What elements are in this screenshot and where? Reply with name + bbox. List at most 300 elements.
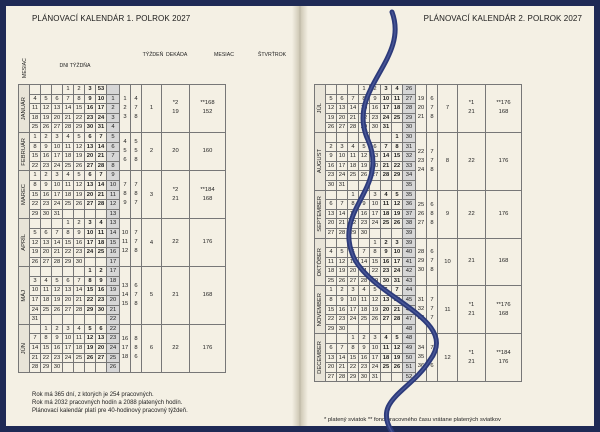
- day-cell: 18: [392, 104, 403, 114]
- month-work-hours: **168 152: [190, 85, 226, 133]
- week-number: 6: [107, 142, 120, 152]
- week-number: 24: [107, 344, 120, 354]
- week-number: 9: [107, 171, 120, 181]
- week-number: 17: [107, 257, 120, 267]
- day-cell: 4: [359, 286, 370, 296]
- day-cell: [326, 238, 337, 248]
- day-cell: 11: [359, 296, 370, 306]
- day-cell: 9: [359, 200, 370, 210]
- day-cell: 11: [326, 257, 337, 267]
- day-cell: 29: [41, 363, 52, 373]
- day-cell: 12: [74, 180, 85, 190]
- day-cell: 7: [96, 171, 107, 181]
- day-cell: [74, 209, 85, 219]
- day-cell: [30, 219, 41, 229]
- day-cell: 9: [326, 152, 337, 162]
- day-cell: 19: [326, 113, 337, 123]
- day-cell: [359, 132, 370, 142]
- decade-numbers: 25 26 27: [416, 190, 427, 238]
- day-cell: 18: [30, 113, 41, 123]
- day-cell: 1: [41, 324, 52, 334]
- day-cell: 6: [41, 228, 52, 238]
- day-cell: 2: [96, 267, 107, 277]
- day-cell: 28: [381, 171, 392, 181]
- day-cell: 8: [370, 248, 381, 258]
- week-number: 44: [403, 286, 416, 296]
- day-cell: 2: [74, 219, 85, 229]
- day-cell: [392, 372, 403, 382]
- day-cell: 4: [392, 85, 403, 95]
- day-cell: 13: [52, 104, 63, 114]
- day-cell: 20: [63, 296, 74, 306]
- week-number: 34: [403, 171, 416, 181]
- day-cell: 13: [370, 152, 381, 162]
- day-cell: 4: [381, 190, 392, 200]
- decade-work-days: 5 5 8: [131, 132, 142, 170]
- decade-work-days: 7 8 7: [131, 171, 142, 219]
- day-cell: [381, 324, 392, 334]
- header-month-2: MESIAC: [214, 52, 234, 58]
- decade-numbers: 19 20 21: [416, 85, 427, 133]
- day-cell: [74, 267, 85, 277]
- day-cell: 14: [74, 286, 85, 296]
- day-cell: [337, 132, 348, 142]
- day-cell: 16: [337, 305, 348, 315]
- left-page: [6, 6, 298, 426]
- left-calendar-grid: [18, 84, 226, 373]
- week-number: 21: [107, 305, 120, 315]
- day-cell: 21: [63, 113, 74, 123]
- month-work-hours: 168: [486, 238, 522, 286]
- day-cell: 30: [85, 123, 96, 133]
- day-cell: 3: [348, 286, 359, 296]
- decade-numbers: 1 2 3: [120, 85, 131, 133]
- day-cell: 20: [85, 190, 96, 200]
- day-cell: 17: [52, 190, 63, 200]
- day-cell: 6: [85, 171, 96, 181]
- week-row: [315, 334, 522, 344]
- decade-numbers: 31 32 33: [416, 286, 427, 334]
- day-cell: 30: [370, 123, 381, 133]
- day-cell: 24: [30, 305, 41, 315]
- month-work-hours: **184 168: [190, 171, 226, 219]
- day-cell: 24: [381, 113, 392, 123]
- day-cell: 5: [392, 190, 403, 200]
- day-cell: 14: [96, 180, 107, 190]
- day-cell: 18: [74, 344, 85, 354]
- day-cell: 23: [41, 200, 52, 210]
- week-number: 29: [403, 113, 416, 123]
- week-row: [315, 238, 522, 248]
- decade-numbers: 34 35 36: [416, 334, 427, 382]
- day-cell: 26: [74, 200, 85, 210]
- day-cell: 28: [96, 200, 107, 210]
- day-cell: 21: [337, 219, 348, 229]
- day-cell: 13: [337, 104, 348, 114]
- month-name: MAREC: [19, 171, 30, 219]
- day-cell: 10: [63, 334, 74, 344]
- left-page-title: PLÁNOVACÍ KALENDÁR 1. POLROK 2027: [32, 14, 191, 23]
- week-number: 8: [107, 161, 120, 171]
- day-cell: [370, 132, 381, 142]
- month-work-days: 20: [162, 132, 190, 170]
- day-cell: 18: [96, 238, 107, 248]
- week-number: 42: [403, 267, 416, 277]
- day-cell: [52, 315, 63, 325]
- day-cell: 14: [359, 257, 370, 267]
- right-page-title: PLÁNOVACÍ KALENDÁR 2. POLROK 2027: [423, 14, 582, 23]
- day-cell: 4: [63, 171, 74, 181]
- day-cell: 19: [30, 248, 41, 258]
- day-cell: 17: [63, 344, 74, 354]
- day-cell: 6: [96, 324, 107, 334]
- decade-numbers: 10 11 12: [120, 219, 131, 267]
- day-cell: 22: [370, 267, 381, 277]
- day-cell: 2: [337, 286, 348, 296]
- day-cell: 7: [96, 132, 107, 142]
- decade-numbers: 4 5 6: [120, 132, 131, 170]
- day-cell: 23: [359, 363, 370, 373]
- day-cell: 20: [96, 344, 107, 354]
- day-cell: [392, 123, 403, 133]
- day-cell: [30, 85, 41, 95]
- day-cell: 14: [52, 238, 63, 248]
- day-cell: 2: [41, 132, 52, 142]
- day-cell: 12: [30, 238, 41, 248]
- day-cell: 30: [96, 305, 107, 315]
- month-work-days: *2 19: [162, 85, 190, 133]
- day-cell: 15: [359, 104, 370, 114]
- day-cell: 16: [381, 257, 392, 267]
- header-weekdays: DNI TÝŽDŇA: [59, 63, 91, 69]
- day-cell: [52, 219, 63, 229]
- day-cell: 27: [41, 257, 52, 267]
- month-number: 1: [142, 85, 162, 133]
- day-cell: [381, 228, 392, 238]
- day-cell: 29: [348, 372, 359, 382]
- day-cell: 23: [41, 161, 52, 171]
- month-work-days: 22: [458, 132, 486, 190]
- day-cell: 11: [381, 344, 392, 354]
- week-number: 10: [107, 180, 120, 190]
- day-cell: 12: [52, 286, 63, 296]
- day-cell: 8: [74, 94, 85, 104]
- week-number: 16: [107, 248, 120, 258]
- day-cell: [30, 324, 41, 334]
- day-cell: 3: [370, 334, 381, 344]
- day-cell: 12: [359, 152, 370, 162]
- day-cell: 13: [85, 142, 96, 152]
- note-line: Rok má 2032 pracovných hodín a 2088 platených hodín.: [32, 400, 183, 406]
- day-cell: 30: [326, 180, 337, 190]
- day-cell: 25: [30, 123, 41, 133]
- day-cell: 27: [85, 161, 96, 171]
- day-cell: 30: [41, 209, 52, 219]
- day-cell: 16: [359, 353, 370, 363]
- day-cell: 3: [370, 190, 381, 200]
- header-decade: DEKÁDA: [166, 52, 188, 58]
- day-cell: 27: [326, 372, 337, 382]
- day-cell: 18: [359, 305, 370, 315]
- day-cell: 28: [359, 276, 370, 286]
- month-work-days: *1 21: [458, 85, 486, 133]
- day-cell: 21: [337, 363, 348, 373]
- day-cell: 7: [30, 334, 41, 344]
- month-work-days: *1 21: [458, 286, 486, 334]
- day-cell: 26: [326, 123, 337, 133]
- day-cell: 1: [348, 334, 359, 344]
- month-name: JANUÁR: [19, 85, 30, 133]
- day-cell: [326, 334, 337, 344]
- day-cell: 10: [348, 296, 359, 306]
- day-cell: 20: [370, 161, 381, 171]
- day-cell: 30: [337, 324, 348, 334]
- day-cell: 27: [370, 171, 381, 181]
- day-cell: 27: [326, 228, 337, 238]
- day-cell: 11: [30, 104, 41, 114]
- day-cell: 28: [63, 123, 74, 133]
- note-line: Rok má 365 dní, z ktorých je 254 pracovných.: [32, 392, 154, 398]
- month-work-hours: 160: [190, 132, 226, 170]
- day-cell: 30: [381, 276, 392, 286]
- month-work-hours: **176 168: [486, 85, 522, 133]
- day-cell: 5: [370, 286, 381, 296]
- month-work-hours: **176 168: [486, 286, 522, 334]
- day-cell: 23: [85, 113, 96, 123]
- day-cell: [381, 180, 392, 190]
- day-cell: 29: [30, 209, 41, 219]
- day-cell: 1: [392, 132, 403, 142]
- day-cell: [326, 132, 337, 142]
- day-cell: [63, 209, 74, 219]
- day-cell: 22: [348, 219, 359, 229]
- day-cell: 23: [96, 296, 107, 306]
- day-cell: 1: [370, 238, 381, 248]
- day-cell: [41, 85, 52, 95]
- month-name: JÚN: [19, 324, 30, 372]
- decade-work-days: 7 8 6: [427, 334, 438, 382]
- day-cell: [96, 315, 107, 325]
- day-cell: 16: [85, 104, 96, 114]
- week-row: [19, 132, 226, 142]
- day-cell: 6: [63, 276, 74, 286]
- day-cell: 19: [74, 190, 85, 200]
- week-number: 1: [107, 94, 120, 104]
- day-cell: 10: [96, 94, 107, 104]
- day-cell: 15: [370, 257, 381, 267]
- day-cell: 6: [326, 200, 337, 210]
- day-cell: [74, 315, 85, 325]
- day-cell: 7: [74, 276, 85, 286]
- month-work-days: 22: [162, 324, 190, 372]
- month-work-days: *2 21: [162, 171, 190, 219]
- day-cell: 5: [30, 228, 41, 238]
- day-cell: 5: [392, 334, 403, 344]
- day-cell: [348, 85, 359, 95]
- day-cell: 12: [74, 142, 85, 152]
- week-row: [315, 286, 522, 296]
- day-cell: 3: [52, 132, 63, 142]
- week-number: [107, 85, 120, 95]
- day-cell: 18: [348, 161, 359, 171]
- week-number: 31: [403, 142, 416, 152]
- week-number: 18: [107, 276, 120, 286]
- month-number: 10: [438, 238, 458, 286]
- day-cell: 7: [63, 94, 74, 104]
- day-cell: 26: [359, 171, 370, 181]
- day-cell: 28: [30, 363, 41, 373]
- day-cell: 17: [30, 296, 41, 306]
- day-cell: 14: [381, 152, 392, 162]
- day-cell: 8: [348, 200, 359, 210]
- day-cell: 18: [63, 152, 74, 162]
- day-cell: 25: [392, 113, 403, 123]
- day-cell: 13: [381, 296, 392, 306]
- day-cell: 11: [63, 180, 74, 190]
- week-number: 41: [403, 257, 416, 267]
- day-cell: 12: [392, 344, 403, 354]
- day-cell: 1: [30, 132, 41, 142]
- month-number: 9: [438, 190, 458, 238]
- day-cell: 21: [381, 161, 392, 171]
- day-cell: 27: [52, 123, 63, 133]
- month-number: 4: [142, 219, 162, 267]
- day-cell: [326, 190, 337, 200]
- day-cell: 30: [52, 363, 63, 373]
- day-cell: 11: [96, 228, 107, 238]
- day-cell: 6: [52, 94, 63, 104]
- week-number: 12: [107, 200, 120, 210]
- week-number: 48: [403, 334, 416, 344]
- day-cell: 24: [85, 248, 96, 258]
- decade-numbers: 22 23 24: [416, 132, 427, 190]
- day-cell: 12: [41, 104, 52, 114]
- day-cell: 12: [337, 257, 348, 267]
- day-cell: 14: [96, 142, 107, 152]
- day-cell: 16: [96, 286, 107, 296]
- day-cell: 10: [370, 344, 381, 354]
- day-cell: 5: [85, 324, 96, 334]
- day-cell: 20: [85, 152, 96, 162]
- day-cell: 29: [348, 228, 359, 238]
- day-cell: 5: [74, 171, 85, 181]
- day-cell: 2: [41, 171, 52, 181]
- week-number: 30: [403, 123, 416, 133]
- day-cell: 13: [348, 257, 359, 267]
- day-cell: [30, 267, 41, 277]
- day-cell: [370, 324, 381, 334]
- day-cell: 15: [63, 238, 74, 248]
- week-number: 43: [403, 276, 416, 286]
- day-cell: 9: [337, 296, 348, 306]
- week-number: 49: [403, 344, 416, 354]
- day-cell: 25: [348, 171, 359, 181]
- day-cell: 1: [63, 85, 74, 95]
- day-cell: 30: [359, 372, 370, 382]
- day-cell: 31: [30, 315, 41, 325]
- day-cell: [63, 315, 74, 325]
- day-cell: 14: [337, 209, 348, 219]
- day-cell: 22: [30, 161, 41, 171]
- day-cell: 11: [63, 142, 74, 152]
- header-quarter: ŠTVRŤROK: [257, 52, 287, 58]
- day-cell: 3: [85, 219, 96, 229]
- day-cell: 16: [359, 209, 370, 219]
- day-cell: 17: [85, 238, 96, 248]
- day-cell: 18: [381, 209, 392, 219]
- day-cell: 7: [52, 228, 63, 238]
- day-cell: [348, 238, 359, 248]
- day-cell: 9: [359, 344, 370, 354]
- decade-numbers: 7 8 9: [120, 171, 131, 219]
- day-cell: 8: [41, 334, 52, 344]
- day-cell: [348, 324, 359, 334]
- day-cell: [370, 180, 381, 190]
- day-cell: 16: [74, 238, 85, 248]
- week-number: 30: [403, 132, 416, 142]
- day-cell: [85, 363, 96, 373]
- day-cell: 13: [326, 209, 337, 219]
- day-cell: [348, 180, 359, 190]
- day-cell: 20: [337, 113, 348, 123]
- day-cell: 22: [326, 315, 337, 325]
- day-cell: 29: [392, 171, 403, 181]
- day-cell: 16: [41, 190, 52, 200]
- week-row: [19, 267, 226, 277]
- day-cell: 24: [348, 315, 359, 325]
- day-cell: 10: [381, 94, 392, 104]
- day-cell: 19: [52, 296, 63, 306]
- month-number: 8: [438, 132, 458, 190]
- month-number: 3: [142, 171, 162, 219]
- day-cell: 30: [74, 257, 85, 267]
- day-cell: 27: [85, 200, 96, 210]
- day-cell: 24: [52, 161, 63, 171]
- day-cell: 17: [381, 104, 392, 114]
- day-cell: 23: [326, 171, 337, 181]
- week-row: [19, 85, 226, 95]
- day-cell: 22: [392, 161, 403, 171]
- day-cell: 15: [30, 152, 41, 162]
- day-cell: 19: [392, 353, 403, 363]
- day-cell: 9: [41, 180, 52, 190]
- day-cell: 12: [370, 296, 381, 306]
- month-work-hours: 176: [190, 219, 226, 267]
- day-cell: 2: [359, 334, 370, 344]
- decade-work-days: 7 7 8: [427, 132, 438, 190]
- day-cell: 27: [381, 315, 392, 325]
- day-cell: 15: [348, 209, 359, 219]
- week-row: [315, 132, 522, 142]
- decade-work-days: 6 7 8: [131, 267, 142, 325]
- day-cell: 4: [348, 142, 359, 152]
- month-number: 5: [142, 267, 162, 325]
- week-row: [19, 171, 226, 181]
- month-name: APRÍL: [19, 219, 30, 267]
- day-cell: 18: [41, 296, 52, 306]
- day-cell: 15: [348, 353, 359, 363]
- week-number: 26: [403, 85, 416, 95]
- day-cell: 25: [63, 200, 74, 210]
- week-number: 52: [403, 372, 416, 382]
- week-number: 51: [403, 363, 416, 373]
- day-cell: 3: [392, 238, 403, 248]
- day-cell: 6: [381, 286, 392, 296]
- month-number: 7: [438, 85, 458, 133]
- day-cell: 1: [85, 267, 96, 277]
- decade-numbers: 13 14 15: [120, 267, 131, 325]
- day-cell: 7: [348, 94, 359, 104]
